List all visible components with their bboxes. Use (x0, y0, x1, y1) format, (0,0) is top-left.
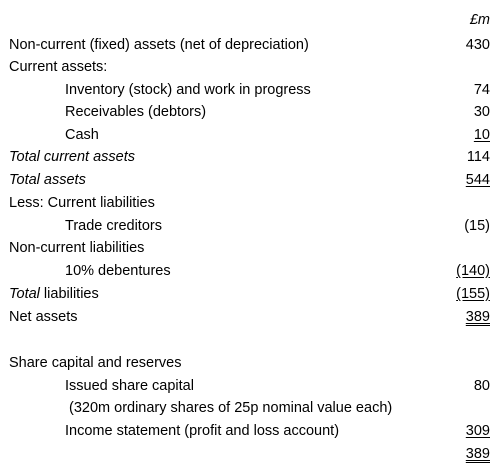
row-value: 30 (473, 104, 490, 120)
row-net-assets (0, 306, 499, 328)
row-label: (320m ordinary shares of 25p nominal value each) (69, 400, 393, 416)
row-label: Total assets (9, 172, 86, 188)
row-label: Share capital and reserves (9, 355, 182, 371)
row-non-current-assets (0, 34, 499, 56)
row-value: 114 (466, 149, 490, 165)
row-label-italic: Total (9, 286, 40, 302)
row-value: (140) (456, 263, 490, 279)
row-inventory (0, 79, 499, 101)
row-label: Total current assets (9, 149, 135, 165)
row-label: 10% debentures (65, 263, 171, 279)
row-debentures (0, 260, 499, 282)
row-label (9, 283, 99, 305)
row-label-rest: liabilities (39, 286, 99, 302)
unit-header: £m (469, 12, 490, 28)
row-value: 74 (473, 82, 490, 98)
row-value: 544 (465, 172, 490, 188)
row-label: Non-current (fixed) assets (net of depreciation) (9, 37, 309, 53)
row-label: Issued share capital (65, 378, 194, 394)
row-value: 10 (473, 127, 490, 143)
row-label: Cash (65, 127, 99, 143)
row-total-liabilities (0, 283, 499, 305)
row-value: 430 (465, 37, 490, 53)
row-value: 389 (465, 446, 490, 462)
row-label: Receivables (debtors) (65, 104, 207, 120)
row-income-statement (0, 420, 499, 442)
row-total-current-assets (0, 146, 499, 168)
row-receivables (0, 101, 499, 123)
row-value: 309 (465, 423, 490, 439)
row-share-capital-heading (0, 352, 499, 374)
row-total-assets (0, 169, 499, 191)
row-trade-creditors (0, 215, 499, 237)
row-label: Non-current liabilities (9, 240, 145, 256)
row-label: Inventory (stock) and work in progress (65, 82, 311, 98)
row-non-current-liabilities-heading (0, 237, 499, 259)
row-label: Current assets: (9, 59, 108, 75)
row-label: Less: Current liabilities (9, 195, 155, 211)
row-label: Income statement (profit and loss account) (65, 423, 340, 439)
row-value: 389 (465, 309, 490, 325)
row-total-equity (0, 443, 499, 465)
row-value: (15) (464, 218, 490, 234)
row-cash (0, 124, 499, 146)
row-value: 80 (473, 378, 490, 394)
row-label: Net assets (9, 309, 78, 325)
row-label: Trade creditors (65, 218, 162, 234)
row-value: (155) (456, 286, 490, 302)
row-issued-share-capital (0, 375, 499, 397)
row-share-note (0, 397, 499, 419)
row-current-liabilities-heading (0, 192, 499, 214)
row-current-assets-heading (0, 56, 499, 78)
